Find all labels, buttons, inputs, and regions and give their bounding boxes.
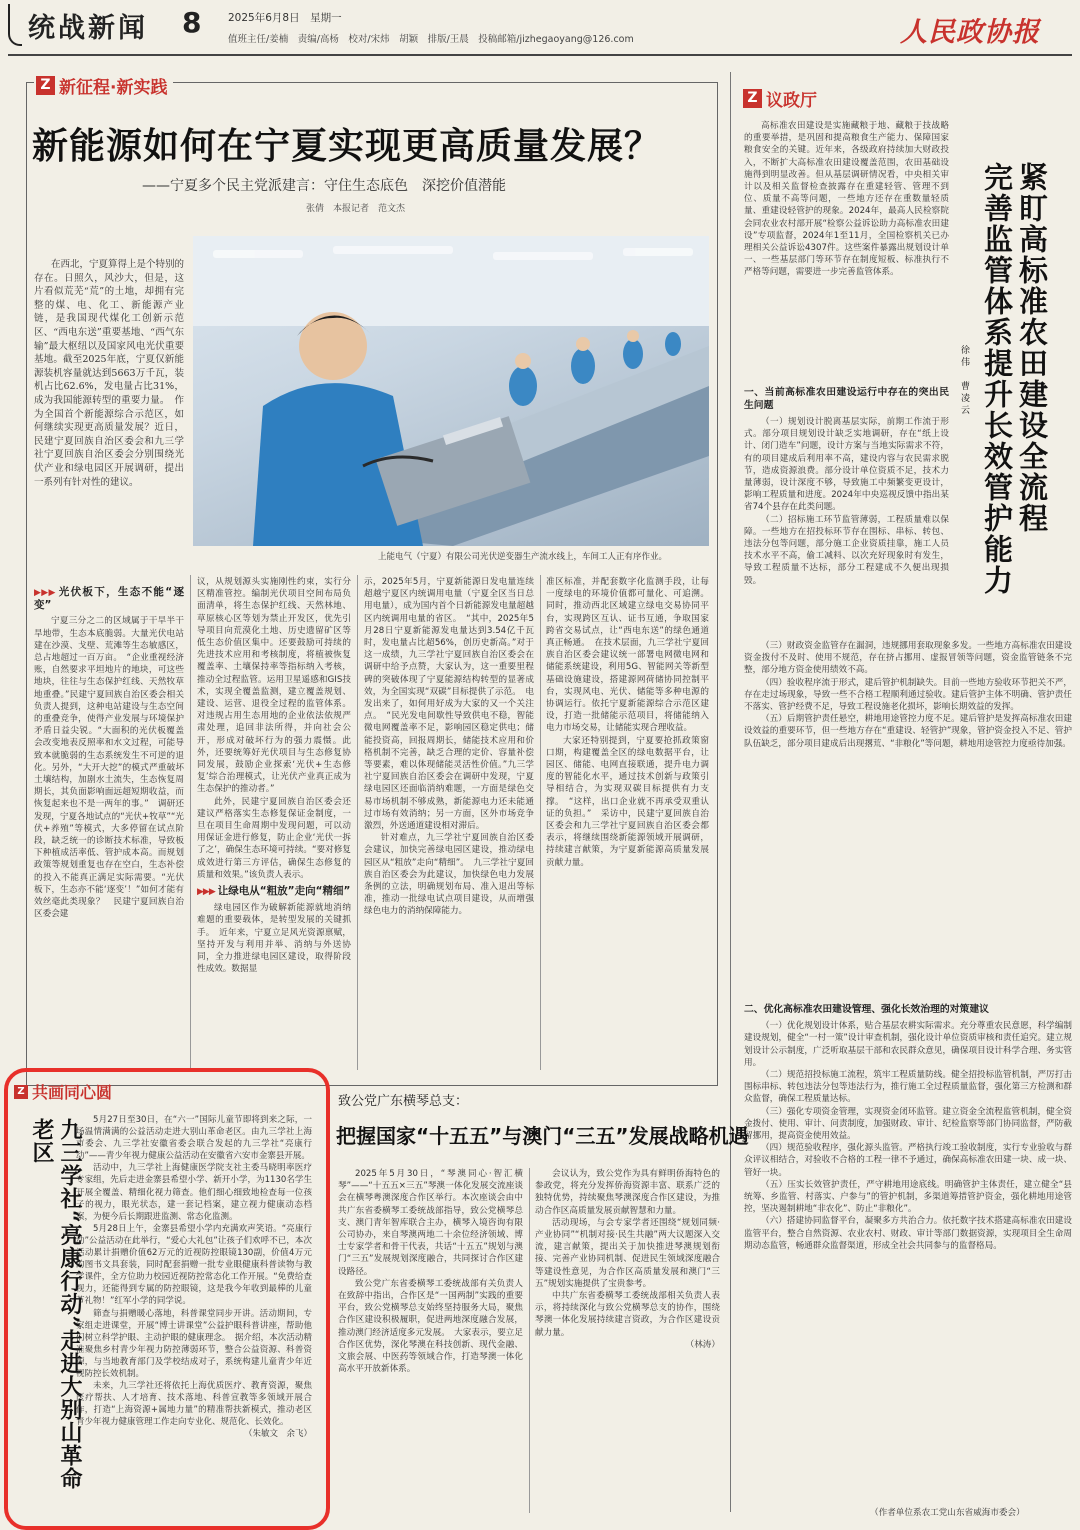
bottom-mid-p2: 致公党广东省委横琴工委统战部有关负责人在致辞中指出，合作区是“一国两制”实践的重要平台，致公党横琴总支始终坚持服务大局，聚焦合作区建设积极履职，促进两地深度融合发展，推动澳门经济适度多元发展。 大家表示，要立足合作区优势，深化琴澳在科技创新、现代金融、文旅会展、中医药等领域合作，打造琴澳一体化高水平开放新体系。 (338, 1278, 523, 1375)
bottom-mid-p4: 活动现场，与会专家学者还围绕“规划同频·产业协同”“机制对接·民生共融”两大议题深入交流，建言献策，提出关于加快推进琴澳规划衔接、完善产业协同机制、促进民生领域深度融合等建设性意见，为合作区高质量发展和澳门“三五”规划实施提供了宝贵参考。 (535, 1217, 720, 1289)
masthead-rule (8, 54, 1072, 56)
right-title-line2: 完善监管体系提升长效管护能力 (980, 162, 1014, 596)
z-badge-icon: Z (743, 89, 762, 108)
right-title-line1: 紧盯高标准农田建设全流程 (1015, 162, 1049, 534)
masthead-bracket-icon (8, 4, 22, 46)
right-p2: （二）招标施工环节监管薄弱，工程质量难以保障。一些地方在招投标环节存在围标、串标、转包、违法分包等问题，部分施工企业资质挂靠，施工人员技术水平不高，偷工减料、以次充好现象时有发生，导致工程质量不达标，部分工程建成不久便出现损毁。 (744, 514, 949, 586)
factory-photo (193, 236, 709, 546)
lead-subtitle: ——宁夏多个民主党派建言：守住生态底色 深挖价值潜能 (142, 178, 506, 194)
lead-column-4 (546, 576, 709, 1072)
bottom-mid-title: 把握国家“十五五”与澳门“三五”发展战略机遇 (336, 1124, 749, 1148)
right-part1 (744, 382, 949, 640)
bottom-mid-author: （林涛） (685, 1339, 720, 1350)
page-number: 8 (182, 6, 202, 39)
subheading-1-text: 光伏板下，生态不能“逐变” (34, 586, 184, 612)
right-q2: （二）规范招投标施工流程，筑牢工程质量防线。健全招投标监管机制，严厉打击围标串标、转包违法分包等违法行为，推行施工全过程质量监督，强化第三方检测和群众监督，确保工程质量达标。 (744, 1070, 1072, 1105)
lead-title: 新能源如何在宁夏实现更高质量发展？ (32, 126, 662, 167)
z-badge-icon: Z (14, 1085, 28, 1099)
factory-photo-illustration (193, 236, 709, 546)
subheading-1 (34, 586, 184, 611)
page-col-divider (730, 72, 731, 1512)
col-divider (540, 575, 541, 1070)
subheading-2 (197, 885, 351, 898)
right-author: 徐伟 曹凌云 (959, 345, 969, 417)
lead-intro-text: 在西北，宁夏算得上是个特别的存在。日照久，风沙大，但是，这片看似荒芜“荒”的土地，却拥有完整的煤、电、化工、新能源产业链，是我国现代煤化工创新示范区、“西电东送”重要基地、“西气东输”最大枢纽以及国家风电光伏重要基地。截至2025年底，宁夏仅新能源装机容量就达到5663万千瓦，装机占比62.6%，发电量占比31%，成为我国能源转型的重要力量。 作为全国首个新能源综合示范区，如何继续实现更高质量发展？近日，民建宁夏回族自治区委会和九三学社宁夏回族自治区委会分别围绕光伏产业和绿电园区开展调研，提出一系列有针对性的建议。 (34, 259, 184, 488)
right-heading-1: 一、当前高标准农田建设运行中存在的突出民生问题 (744, 387, 949, 411)
right-q6: （六）搭建协同监督平台，凝聚多方共治合力。依托数字技术搭建高标准农田建设监管平台，整合自然资源、农业农村、财政、审计等部门数据资源，实现项目全生命周期动态监管，畅通群众监督渠道，形成全社会共同参与的监督格局。 (744, 1216, 1072, 1251)
right-lead (744, 120, 949, 380)
right-p3: （三）财政资金监管存在漏洞，违规挪用套取现象多发。一些地方高标准农田建设资金拨付不及时、使用不规范，存在挤占挪用、虚报冒领等问题，资金监管链条不完整，部分地方资金使用绩效不高。 (744, 641, 1072, 676)
col-divider (190, 575, 191, 1070)
bottom-mid-kicker: 致公党广东横琴总支： (338, 1094, 469, 1109)
bottom-mid-column-1 (338, 1168, 523, 1513)
bottom-mid-p5: 中共广东省委横琴工委统战部相关负责人表示，将持续深化与致公党横琴总支的协作，围绕琴澳一体化发展持续建言资政，为合作区建设贡献力量。 (535, 1291, 720, 1338)
newspaper-logo: 人民政协报 (900, 17, 1040, 48)
right-p5: （五）后期管护责任悬空，耕地用途管控力度不足。建后管护是发挥高标准农田建设效益的重要环节，但一些地方存在“重建设、轻管护”现象，管护资金投入不足、管护队伍缺乏，部分项目建成后出现撂荒、“非粮化”等问题，耕地用途管控力度亟待加强。 (744, 714, 1072, 749)
right-author-note: （作者单位系农工党山东省威海市委会） (870, 1508, 1025, 1518)
lead-column-1 (34, 582, 184, 1072)
lead-intro (34, 258, 184, 563)
bottom-left-author: （朱敏文 余飞） (243, 1429, 312, 1440)
right-heading-2: 二、优化高标准农田建设管理、强化长效治理的对策建议 (744, 1004, 989, 1015)
staff-line: 值班主任/姜楠 责编/高杨 校对/宋炜 胡颖 排版/王晨 投稿邮箱/jizhegaoyang@126.com (228, 34, 634, 45)
right-q5: （五）压实长效管护责任，严守耕地用途底线。明确管护主体责任，建立健全“县统筹、乡监管、村落实、户参与”的管护机制，多渠道筹措管护资金，强化耕地用途管控，坚决遏制耕地“非农化”、防止“非粮化”。 (744, 1179, 1072, 1215)
lead-col2-text-b: 此外，民建宁夏回族自治区委会还建议严格落实生态修复保证金制度，一旦在项目生命周期中发现问题，可以动用保证金进行修复，防止企业‘光伏一拆了之’，确保生态环境可持续。“要对修复成效进行第三方评估，确保生态修复的质量和效果。”该负责人表示。 (197, 796, 351, 880)
photo-caption: 上能电气（宁夏）有限公司光伏逆变器生产流水线上，车间工人正有序作业。 (378, 552, 668, 562)
lead-col3-text-a: 示，2025年5月，宁夏新能源日发电量连续超越宁夏区内统调用电量（宁夏全区当日总用电量），成为国内首个日新能源发电量超越区内统调用电量的省区。 “其中，2025年5月28日宁夏新能源发电量达到3.54亿千瓦时，发电量占比超56%，创历史新高。”对于这一成绩，九三学社宁夏回族自治区委会在调研中给予点赞，大家认为，这一重要里程碑的突破体现了宁夏能源结构转型的显著成效，为全国实现“双碳”目标提供了示范。 电发出来了，如何用好成为大家的又一个关注点。 “民光发电间歇性导致供电不稳，智能微电网覆盖率不足，影响园区稳定供电；储能投资高，回报周期长，储能技术应用和价格机制不完善，缺乏合理的定价、容量补偿等要素，难以体现储能灵活性价值。”九三学社宁夏回族自治区委会在调研中发现，宁夏绿电园区还面临消纳难题，一方面是绿色交易市场机制不够成熟，新能源电力还未能通过市场有效消纳；另一方面，区外市场竞争激烈，外送通道建设相对滞后。 (364, 577, 534, 832)
issue-date-text: 2025年6月8日 (228, 12, 300, 24)
issue-date (228, 10, 342, 25)
bottom-left-title: 九三学社“亮康行动”走进大别山革命老区 (29, 1118, 83, 1491)
lead-col4-text-a: 准区标准，并配套数字化监测手段，让每一度绿电的环境价值都可量化、可追溯。同时，推动西北区域建立绿电交易协同平台，实现跨区互认、证书互通，争取国家跨省交易试点，让“西电东送”的绿色通道真正畅通。 在技术层面，九三学社宁夏回族自治区委会建议统一部署电网微电网和储能系统建设，利用5G、智能网关等新型基础设施建设，搭建源网荷储协同控制平台，实现风电、光伏、储能等多种电源的协调运行。依托宁夏新能源综合示范区建设，打造一批储能示范项目，将储能纳入电力市场交易，让储能实现合理收益。 (546, 577, 709, 734)
lead-col1-text: 宁夏三分之二的区域属于干旱半干旱地带，生态本底脆弱。大量光伏电站建在沙漠、戈壁、荒滩等生态敏感区，总占地超过一百万亩。 “企业重视经济账，自然要求平坦地片的地块，可这些地块，往往与生态保护红线、天然牧草地重叠。”民建宁夏回族自治区委会相关负责人提到，这种电站建设与生态空间的重叠竞争，使得产业发展与环境保护矛盾日益尖锐。“大面积的光伏板覆盖会改变地表反照率和水文过程，可能导致本就脆弱的生态系统发生不可逆的退化。另外，“大开大挖”的模式严重破坏土壤结构，加剧水土流失，生态恢复周期长，其负面影响面远超短期收益，而恢复起来也不是一两年的事。” 调研还发现，宁夏各地试点的“光伏+牧草”“光伏+养殖”等模式，大多停留在试点阶段，缺乏统一的诊断技术标准，导致板下种植成活率低、管护成本高。而规划政策等规划重复也存在空白，生态补偿的投入不能真正满足实际需要。“光伏板下，生态亦不能‘逐变’！”如何才能有效丝毫此类现象？ 民建宁夏回族自治区委会建 (34, 616, 184, 920)
right-part2 (744, 640, 1072, 990)
bottom-mid-column-2 (535, 1168, 720, 1513)
triangle-bullet-icon: ▶▶▶ (197, 887, 215, 898)
lead-col2-text-c: 绿电园区作为破解新能源就地消纳难题的重要载体，是转型发展的关键抓手。 近年来，宁夏立足风光资源禀赋，坚持开发与利用并举、消纳与外送协同，全力推进绿电园区建设，取得阶段性成效。数据显 (197, 903, 351, 975)
right-q4: （四）规范验收程序，强化源头监管。严格执行竣工验收制度，实行专业验收与群众评议相结合，对验收不合格的工程一律不予通过，确保高标准农田建一块、成一块、管好一块。 (744, 1143, 1072, 1178)
col-divider (529, 1168, 530, 1513)
bottom-left-p5: 未来，九三学社还将依托上海优质医疗、教育资源，聚焦医疗帮扶、人才培育、技术落地、科普宣教等多领域开展合作，打造“上海资源+属地力量”的精准帮扶新模式，推动老区青少年视力健康管理工作走向专业化、规范化、长效化。 (76, 1381, 312, 1428)
z-badge-icon: Z (36, 76, 55, 95)
lead-col2-text-a: 议，从规划源头实施刚性约束，实行分区精准管控。编制光伏项目空间布局负面清单，将生态保护红线、天然林地、草原核心区等划为禁止开发区，优先引导项目向荒漠化土地、历史遗留矿区等低生态价值区集中。还要鼓励可持续的先进技术应用和考核制度，将植被恢复覆盖率、土壤保持率等指标纳入考核，推动全过程监管。运用卫星遥感和GIS技术，实现全覆盖监测，建立覆盖规划、建设、运营、退役全过程的监管体系。对违规占用生态用地的企业依法依规严肃处理，追回非法所得，并向社会公开，形成对破坏行为的强力震慑。此外，还要统筹好光伏项目与生态修复协同发展，鼓励企业探索‘光伏+生态修复’综合治理模式，让光伏产业真正成为生态保护的推动者。” (197, 577, 351, 795)
col-divider (357, 575, 358, 1070)
lead-column-2 (197, 576, 351, 1072)
bottom-left-p1: 5月27日至30日，在“六一”国际儿童节即将到来之际，一场温情满满的公益活动走进大别山革命老区。由九三学社上海市委会、九三学社安徽省委会联合发起的九三学社“亮康行动”——青少年视力健康公益活动在安徽省六安市金寨县开展。 (76, 1115, 312, 1162)
bottom-left-section-header (14, 1080, 112, 1103)
bottom-left-p3: 5月28日上午，金寨县希望小学内充满欢声笑语。“亮康行动”公益活动在此举行，“爱心大礼包”让孩子们欢呼不已，本次活动累计捐赠价值62万元的近视防控眼镜130副，价值4万元的图书文具套装，同时配套捐赠一批专业眼健康科普读物与教学课件，全方位助力校园近视防控常态化工作开展。“免费给查视力，还能得到专属的防控眼镜，这是我今年收到最棒的儿童节礼物！”红军小学的同学说。 (76, 1223, 312, 1307)
right-section-header (743, 86, 817, 111)
lead-col4-text-b: 大家还特别提到，宁夏要抢抓政策窗口期，构建覆盖全区的绿电数据平台，让园区、储能、电网直接联通，提升电力调度的智能化水平，通过技术创新与政策引导相结合，为实现双碳目标提供有力支撑。 “这样，出口企业就不再承受双重认证的负担。” 采访中，民建宁夏回族自治区委会和九三学社宁夏回族自治区委会都表示，将继续围绕新能源领域开展调研，持续建言献策，为宁夏新能源高质量发展贡献力量。 (546, 735, 709, 868)
section-name: 统战新闻 (28, 13, 148, 44)
subheading-2-text: 让绿电从“粗放”走向“精细” (217, 885, 351, 898)
right-q3: （三）强化专项资金管理，实现资金闭环监管。建立资金全流程监管机制，健全资金拨付、使用、审计、问责制度，加强财政、审计、纪检监察等部门协同监督，严防截留挪用，提高资金使用效益。 (744, 1106, 1072, 1142)
lead-col3-text-b: 针对难点，九三学社宁夏回族自治区委会建议，加快完善绿电园区建设，推动绿电园区从“粗放”走向“精细”。 九三学社宁夏回族自治区委会为此建议，加快绿色电力发展条例的立法，明确规划布局、准入退出等标准，推动一批绿电试点项目建设，从而增强绿色电力的消纳保障能力。 (364, 833, 534, 917)
lead-section-title: 新征程·新实践 (59, 78, 168, 98)
bottom-left-p2: 活动中，九三学社上海健康医学院支社主委马晓明率医疗专家组，先后走进金寨县希望小学、新开小学，为1130名学生开展全覆盖、精细化视力筛查。他们细心细致地检查每一位孩子的视力，眼光状态，建一套记档案，建立视力健康动态档案，为便今后长期跟进监测、常态化监测。 (76, 1163, 312, 1222)
right-lead-text: 高标准农田建设是实施藏粮于地、藏粮于技战略的重要举措，是巩固和提高粮食生产能力、保障国家粮食安全的关键。近年来，各级政府持续加大财政投入，不断扩大高标准农田建设覆盖范围，农田基础设施得到明显改善。但从基层调研情况看，中央相关审计以及相关监督检查披露存在重建轻管、管理不到位、质量不高等问题，一些地方还存在重数量轻质量、重建设轻管护的现象。2024年，最高人民检察院会同农业农村部开展“检察公益诉讼助力高标准农田建设”专项监督，2024年1至11月，全国检察机关已办理相关公益诉讼4307件。这些案件暴露出规划设计单一、一些基层部门等环节存在制度短板、标准执行不严格等问题，需要进一步完善监管体系。 (744, 121, 949, 278)
bottom-mid-p3: 会议认为，致公党作为具有鲜明侨海特色的参政党，将充分发挥侨海资源丰富、联系广泛的独特优势，持续聚焦琴澳深度合作区建设，为推动合作区高质量发展贡献智慧和力量。 (535, 1169, 720, 1216)
bottom-left-body (76, 1114, 312, 1516)
right-q1: （一）优化规划设计体系，贴合基层农耕实际需求。充分尊重农民意愿，科学编制建设规划，健全“一村一策”设计审查机制，强化设计单位资质审核和责任追究。建立规划设计公示制度，广泛听取基层干部和农民群众意见，确保项目设计科学合理、务实管用。 (744, 1021, 1072, 1068)
triangle-bullet-icon: ▶▶▶ (34, 588, 56, 598)
right-part3 (744, 1000, 1072, 1500)
lead-section-header (34, 73, 173, 98)
lead-column-3 (364, 576, 534, 1072)
masthead (0, 0, 1080, 62)
issue-weekday: 星期一 (310, 12, 342, 24)
bottom-mid-p1: 2025年5月30日，“琴澳同心·智汇横琴”——“十五五×三五”琴澳一体化发展交流座谈会在横琴粤澳深度合作区举行。本次座谈会由中共广东省委横琴工委统战部指导，致公党横琴总支、澳门青年智库联合主办，横琴入境咨询有限公司协办，来自琴澳两地二十余位经济领域、博士专家学者和骨干代表，共话“十五五”规划与澳门“三五”发展规划深度融合，共同探讨合作区建设路径。 (338, 1169, 523, 1277)
bottom-left-p4: 筛查与捐赠暖心落地，科普课堂同步开讲。活动期间，专家组走进课堂，开展“博士讲课堂”公益护眼科普讲座，帮助他们树立科学护眼、主动护眼的健康理念。 据介绍，本次活动精准聚焦乡村青少年视力防控薄弱环节，整合公益资源、科普资源，与当地教育部门及学校结成对子，系统构建儿童青少年近视防控长效机制。 (76, 1308, 312, 1379)
right-p4: （四）验收程序流于形式，建后管护机制缺失。目前一些地方验收环节把关不严，存在走过场现象，导致一些不合格工程顺利通过验收。建后管护主体不明确、管护责任不落实、管护经费不足，导致工程设施老化损坏，影响长期效益的发挥。 (744, 677, 1072, 713)
right-section-title: 议政厅 (766, 91, 817, 111)
right-p1: （一）规划设计脱离基层实际，前期工作流于形式。部分项目规划设计缺乏实地调研，存在“纸上设计、闭门造车”问题，设计方案与当地实际需求不符，有的项目建成后利用率不高，建设内容与农民需求脱节，造成资源浪费。部分设计单位资质不足，技术力量薄弱，设计深度不够，导致施工中频繁变更设计，影响工程质量和进度。2024年中央巡视反馈中指出某省74个县存在此类问题。 (744, 417, 949, 513)
bottom-left-section-title: 共画同心圆 (32, 1083, 113, 1102)
lead-byline: 张倩 本报记者 范文杰 (306, 204, 406, 214)
